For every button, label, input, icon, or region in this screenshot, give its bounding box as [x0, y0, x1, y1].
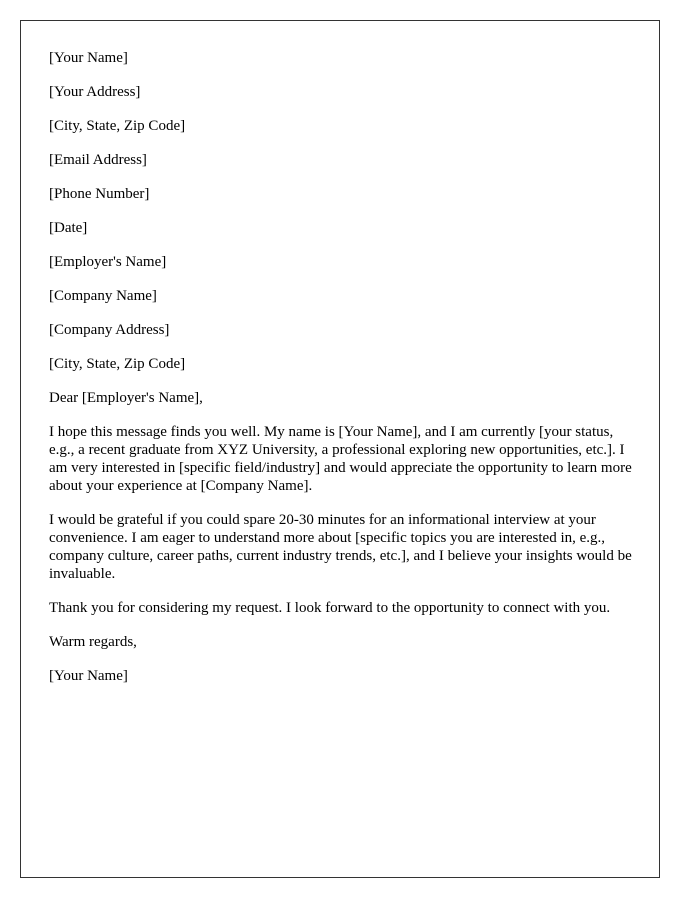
sender-city-state-zip: [City, State, Zip Code] — [49, 118, 186, 134]
sender-address: [Your Address] — [49, 84, 141, 100]
recipient-name: [Employer's Name] — [49, 254, 167, 270]
body-paragraph-2: I would be grateful if you could spare 20-30 minutes for an informational interview at your convenience. I am eager to understand more about [specific topics you are interested in, e.g., company culture, career paths, current industry trends, etc.], and I believe your insights would be invaluable. — [49, 512, 632, 582]
recipient-city-state-zip: [City, State, Zip Code] — [49, 356, 186, 372]
sender-email: [Email Address] — [49, 152, 147, 168]
sender-phone: [Phone Number] — [49, 186, 150, 202]
recipient-address: [Company Address] — [49, 322, 170, 338]
letter-content — [49, 49, 639, 701]
body-paragraph-1: I hope this message finds you well. My name is [Your Name], and I am currently [your status, e.g., a recent graduate from XYZ University, a professional exploring new opportunities, etc.]. I am very interested in [specific field/industry] and would appreciate the opportunity to learn more about your experience at [Company Name]. — [49, 424, 632, 494]
body-paragraph-3: Thank you for considering my request. I look forward to the opportunity to connect with you. — [49, 600, 611, 616]
closing: Warm regards, — [49, 634, 137, 650]
signature: [Your Name] — [49, 668, 128, 684]
sender-name: [Your Name] — [49, 50, 128, 66]
recipient-company: [Company Name] — [49, 288, 157, 304]
salutation: Dear [Employer's Name], — [49, 390, 203, 406]
letter-date: [Date] — [49, 220, 88, 236]
letter-page — [20, 20, 660, 878]
